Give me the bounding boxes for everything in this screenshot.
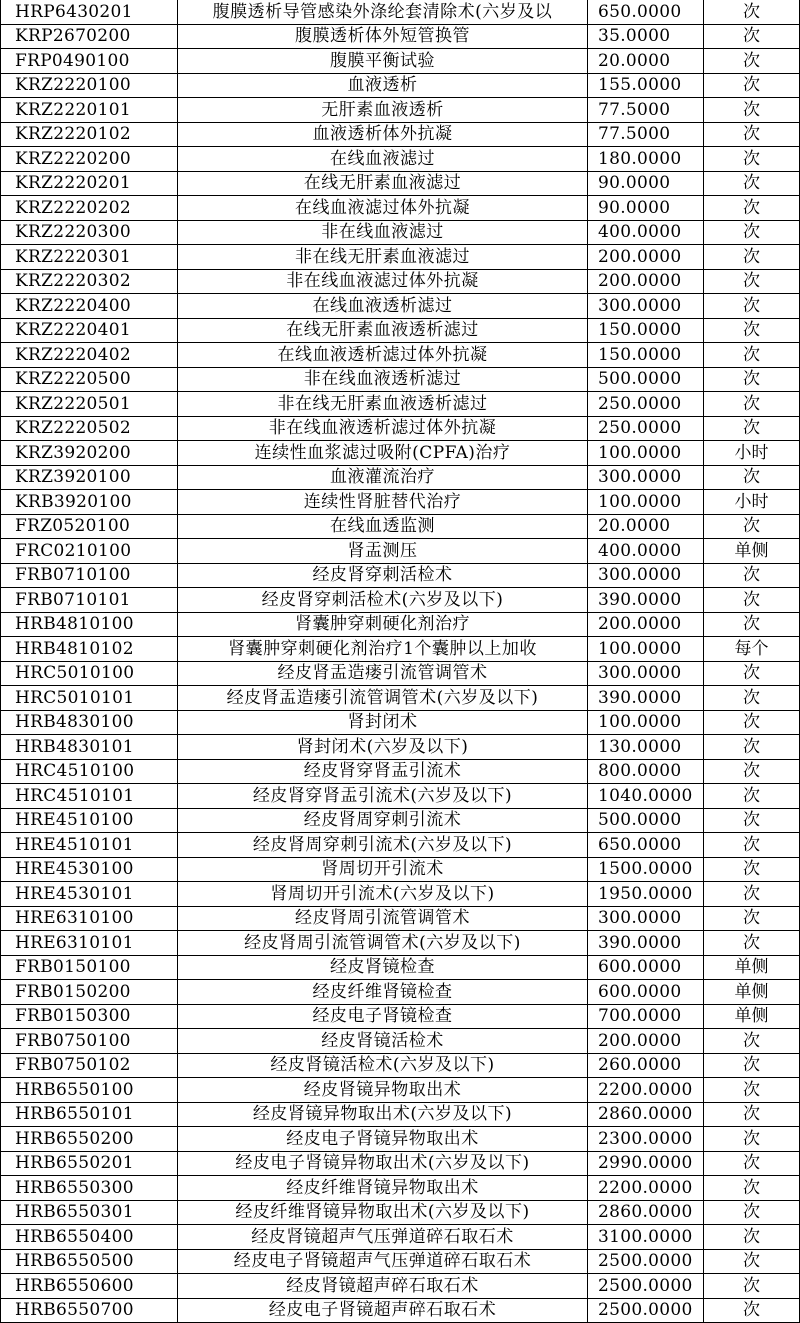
- item-code-cell: KRZ2220400: [1, 294, 178, 319]
- item-price-cell: 2200.0000: [588, 1176, 704, 1201]
- item-price-cell: 2990.0000: [588, 1151, 704, 1176]
- item-name-cell: 经皮肾周穿刺引流术: [178, 808, 588, 833]
- item-code-cell: HRE4510101: [1, 833, 178, 858]
- item-price-cell: 77.5000: [588, 122, 704, 147]
- item-code-cell: KRZ2220301: [1, 245, 178, 270]
- table-row: [1, 710, 800, 735]
- item-price-cell: 200.0000: [588, 269, 704, 294]
- table-row: [1, 294, 800, 319]
- item-unit-cell: 次: [704, 147, 800, 172]
- item-name-cell: 在线血液透析滤过: [178, 294, 588, 319]
- item-price-cell: 100.0000: [588, 710, 704, 735]
- item-name-cell: 在线血液透析滤过体外抗凝: [178, 343, 588, 368]
- item-name-cell: 连续性血浆滤过吸附(CPFA)治疗: [178, 441, 588, 466]
- item-price-cell: 600.0000: [588, 955, 704, 980]
- item-name-cell: 在线血液滤过: [178, 147, 588, 172]
- table-row: [1, 1249, 800, 1274]
- item-name-cell: 经皮肾周引流管调管术(六岁及以下): [178, 931, 588, 956]
- item-price-cell: 3100.0000: [588, 1225, 704, 1250]
- item-unit-cell: 次: [704, 833, 800, 858]
- item-name-cell: 非在线血液滤过体外抗凝: [178, 269, 588, 294]
- item-unit-cell: 次: [704, 759, 800, 784]
- item-code-cell: HRB4810102: [1, 637, 178, 662]
- item-unit-cell: 次: [704, 49, 800, 74]
- item-price-cell: 250.0000: [588, 416, 704, 441]
- table-row: [1, 759, 800, 784]
- item-name-cell: 经皮肾穿肾盂引流术: [178, 759, 588, 784]
- table-row: [1, 416, 800, 441]
- table-row: [1, 98, 800, 123]
- item-price-cell: 90.0000: [588, 171, 704, 196]
- item-code-cell: HRE4530100: [1, 857, 178, 882]
- table-row: [1, 1274, 800, 1299]
- item-code-cell: HRB6550700: [1, 1298, 178, 1323]
- table-row: [1, 539, 800, 564]
- item-name-cell: 经皮肾镜超声气压弹道碎石取石术: [178, 1225, 588, 1250]
- item-name-cell: 经皮纤维肾镜异物取出术(六岁及以下): [178, 1200, 588, 1225]
- table-row: [1, 220, 800, 245]
- item-price-cell: 100.0000: [588, 490, 704, 515]
- item-code-cell: FRB0710100: [1, 563, 178, 588]
- item-price-cell: 150.0000: [588, 343, 704, 368]
- table-row: [1, 661, 800, 686]
- item-price-cell: 2300.0000: [588, 1127, 704, 1152]
- table-row: [1, 343, 800, 368]
- item-code-cell: FRC0210100: [1, 539, 178, 564]
- table-row: [1, 980, 800, 1005]
- item-name-cell: 经皮电子肾镜异物取出术: [178, 1127, 588, 1152]
- item-name-cell: 无肝素血液透析: [178, 98, 588, 123]
- item-price-cell: 180.0000: [588, 147, 704, 172]
- table-row: [1, 833, 800, 858]
- item-name-cell: 在线无肝素血液透析滤过: [178, 318, 588, 343]
- item-name-cell: 经皮纤维肾镜异物取出术: [178, 1176, 588, 1201]
- table-row: [1, 906, 800, 931]
- table-row: [1, 563, 800, 588]
- item-code-cell: HRB4830101: [1, 735, 178, 760]
- item-unit-cell: 次: [704, 661, 800, 686]
- table-row: [1, 612, 800, 637]
- item-unit-cell: 次: [704, 392, 800, 417]
- item-unit-cell: 次: [704, 367, 800, 392]
- item-name-cell: 非在线无肝素血液透析滤过: [178, 392, 588, 417]
- item-code-cell: KRZ2220502: [1, 416, 178, 441]
- table-row: [1, 931, 800, 956]
- item-name-cell: 肾盂测压: [178, 539, 588, 564]
- item-name-cell: 血液透析: [178, 73, 588, 98]
- item-name-cell: 在线无肝素血液滤过: [178, 171, 588, 196]
- item-unit-cell: 次: [704, 931, 800, 956]
- item-name-cell: 经皮肾穿刺活检术: [178, 563, 588, 588]
- item-price-cell: 600.0000: [588, 980, 704, 1005]
- item-code-cell: HRB6550400: [1, 1225, 178, 1250]
- item-price-cell: 200.0000: [588, 245, 704, 270]
- item-code-cell: KRZ2220101: [1, 98, 178, 123]
- item-unit-cell: 次: [704, 1225, 800, 1250]
- item-price-cell: 150.0000: [588, 318, 704, 343]
- item-name-cell: 经皮纤维肾镜检查: [178, 980, 588, 1005]
- item-code-cell: HRB6550100: [1, 1078, 178, 1103]
- item-code-cell: HRE6310101: [1, 931, 178, 956]
- item-price-cell: 300.0000: [588, 906, 704, 931]
- table-row: [1, 514, 800, 539]
- item-unit-cell: 小时: [704, 490, 800, 515]
- item-code-cell: FRB0750100: [1, 1029, 178, 1054]
- item-price-cell: 400.0000: [588, 220, 704, 245]
- item-price-cell: 130.0000: [588, 735, 704, 760]
- item-price-cell: 35.0000: [588, 24, 704, 49]
- table-row: [1, 735, 800, 760]
- item-code-cell: FRB0710101: [1, 588, 178, 613]
- item-code-cell: HRB6550200: [1, 1127, 178, 1152]
- item-unit-cell: 次: [704, 24, 800, 49]
- item-code-cell: HRE4530101: [1, 882, 178, 907]
- item-price-cell: 200.0000: [588, 1029, 704, 1054]
- item-unit-cell: 次: [704, 220, 800, 245]
- item-price-cell: 500.0000: [588, 367, 704, 392]
- item-unit-cell: 次: [704, 808, 800, 833]
- item-code-cell: FRB0150100: [1, 955, 178, 980]
- item-code-cell: FRB0150200: [1, 980, 178, 1005]
- item-price-cell: 155.0000: [588, 73, 704, 98]
- item-price-cell: 1950.0000: [588, 882, 704, 907]
- table-row: [1, 784, 800, 809]
- item-code-cell: FRZ0520100: [1, 514, 178, 539]
- table-row: [1, 857, 800, 882]
- item-name-cell: 肾周切开引流术: [178, 857, 588, 882]
- item-unit-cell: 次: [704, 1298, 800, 1323]
- table-row: [1, 367, 800, 392]
- item-unit-cell: 次: [704, 0, 800, 24]
- item-unit-cell: 次: [704, 1274, 800, 1299]
- item-unit-cell: 次: [704, 465, 800, 490]
- item-name-cell: 在线血液滤过体外抗凝: [178, 196, 588, 221]
- item-price-cell: 77.5000: [588, 98, 704, 123]
- item-name-cell: 经皮肾穿肾盂引流术(六岁及以下): [178, 784, 588, 809]
- item-unit-cell: 次: [704, 882, 800, 907]
- item-code-cell: FRB0750102: [1, 1053, 178, 1078]
- item-name-cell: 经皮肾盂造瘘引流管调管术: [178, 661, 588, 686]
- table-row: [1, 122, 800, 147]
- item-unit-cell: 次: [704, 269, 800, 294]
- item-unit-cell: 小时: [704, 441, 800, 466]
- item-price-cell: 650.0000: [588, 0, 704, 24]
- item-unit-cell: 单侧: [704, 539, 800, 564]
- item-code-cell: KRZ3920200: [1, 441, 178, 466]
- item-code-cell: HRC5010100: [1, 661, 178, 686]
- item-name-cell: 腹膜透析导管感染外涤纶套清除术(六岁及以: [178, 0, 588, 24]
- item-name-cell: 经皮肾盂造瘘引流管调管术(六岁及以下): [178, 686, 588, 711]
- table-row: [1, 196, 800, 221]
- item-name-cell: 腹膜平衡试验: [178, 49, 588, 74]
- item-code-cell: KRZ2220401: [1, 318, 178, 343]
- item-code-cell: KRZ2220201: [1, 171, 178, 196]
- item-price-cell: 100.0000: [588, 637, 704, 662]
- item-price-cell: 390.0000: [588, 931, 704, 956]
- item-price-cell: 400.0000: [588, 539, 704, 564]
- item-unit-cell: 次: [704, 906, 800, 931]
- table-row: [1, 1127, 800, 1152]
- item-name-cell: 经皮电子肾镜检查: [178, 1004, 588, 1029]
- item-price-cell: 2860.0000: [588, 1200, 704, 1225]
- item-code-cell: HRE4510100: [1, 808, 178, 833]
- item-unit-cell: 次: [704, 1053, 800, 1078]
- table-row: [1, 245, 800, 270]
- item-unit-cell: 次: [704, 514, 800, 539]
- item-unit-cell: 次: [704, 343, 800, 368]
- item-price-cell: 300.0000: [588, 294, 704, 319]
- item-code-cell: HRB4830100: [1, 710, 178, 735]
- item-name-cell: 经皮肾镜超声碎石取石术: [178, 1274, 588, 1299]
- item-name-cell: 非在线血液透析滤过体外抗凝: [178, 416, 588, 441]
- item-price-cell: 90.0000: [588, 196, 704, 221]
- item-name-cell: 经皮肾周穿刺引流术(六岁及以下): [178, 833, 588, 858]
- item-price-cell: 200.0000: [588, 612, 704, 637]
- item-name-cell: 经皮肾镜异物取出术: [178, 1078, 588, 1103]
- item-unit-cell: 次: [704, 1102, 800, 1127]
- item-name-cell: 腹膜透析体外短管换管: [178, 24, 588, 49]
- item-name-cell: 连续性肾脏替代治疗: [178, 490, 588, 515]
- table-row: [1, 49, 800, 74]
- item-price-cell: 100.0000: [588, 441, 704, 466]
- table-row: [1, 1102, 800, 1127]
- table-row: [1, 147, 800, 172]
- item-price-cell: 390.0000: [588, 588, 704, 613]
- table-row: [1, 269, 800, 294]
- table-row: [1, 882, 800, 907]
- item-code-cell: HRB4810100: [1, 612, 178, 637]
- item-price-cell: 1500.0000: [588, 857, 704, 882]
- item-code-cell: HRB6550301: [1, 1200, 178, 1225]
- item-unit-cell: 次: [704, 710, 800, 735]
- item-unit-cell: 次: [704, 1200, 800, 1225]
- item-price-cell: 250.0000: [588, 392, 704, 417]
- item-code-cell: KRZ2220202: [1, 196, 178, 221]
- table-row: [1, 171, 800, 196]
- item-unit-cell: 次: [704, 588, 800, 613]
- item-unit-cell: 单侧: [704, 955, 800, 980]
- item-code-cell: KRZ3920100: [1, 465, 178, 490]
- item-code-cell: HRB6550201: [1, 1151, 178, 1176]
- item-code-cell: FRP0490100: [1, 49, 178, 74]
- item-price-cell: 2500.0000: [588, 1298, 704, 1323]
- table-row: [1, 1029, 800, 1054]
- item-code-cell: HRP6430201: [1, 0, 178, 24]
- table-row: [1, 318, 800, 343]
- item-code-cell: KRZ2220302: [1, 269, 178, 294]
- item-name-cell: 非在线血液滤过: [178, 220, 588, 245]
- item-unit-cell: 次: [704, 416, 800, 441]
- item-unit-cell: 次: [704, 196, 800, 221]
- table-row: [1, 1053, 800, 1078]
- table-row: [1, 1176, 800, 1201]
- item-name-cell: 血液透析体外抗凝: [178, 122, 588, 147]
- item-code-cell: HRB6550300: [1, 1176, 178, 1201]
- item-unit-cell: 单侧: [704, 980, 800, 1005]
- item-code-cell: KRZ2220402: [1, 343, 178, 368]
- table-row: [1, 808, 800, 833]
- table-row: [1, 441, 800, 466]
- item-name-cell: 非在线无肝素血液滤过: [178, 245, 588, 270]
- table-row: [1, 1151, 800, 1176]
- item-unit-cell: 次: [704, 784, 800, 809]
- table-row: [1, 1078, 800, 1103]
- item-price-cell: 300.0000: [588, 465, 704, 490]
- item-name-cell: 肾封闭术(六岁及以下): [178, 735, 588, 760]
- table-row: [1, 0, 800, 24]
- item-code-cell: FRB0150300: [1, 1004, 178, 1029]
- item-unit-cell: 次: [704, 1078, 800, 1103]
- item-name-cell: 经皮电子肾镜异物取出术(六岁及以下): [178, 1151, 588, 1176]
- item-unit-cell: 次: [704, 1151, 800, 1176]
- item-name-cell: 肾囊肿穿刺硬化剂治疗: [178, 612, 588, 637]
- item-price-cell: 2500.0000: [588, 1249, 704, 1274]
- item-unit-cell: 次: [704, 122, 800, 147]
- item-unit-cell: 次: [704, 294, 800, 319]
- item-price-cell: 20.0000: [588, 49, 704, 74]
- item-unit-cell: 每个: [704, 637, 800, 662]
- item-code-cell: HRB6550600: [1, 1274, 178, 1299]
- item-name-cell: 肾周切开引流术(六岁及以下): [178, 882, 588, 907]
- item-name-cell: 肾封闭术: [178, 710, 588, 735]
- item-unit-cell: 次: [704, 563, 800, 588]
- item-name-cell: 经皮肾镜活检术(六岁及以下): [178, 1053, 588, 1078]
- item-code-cell: KRZ2220200: [1, 147, 178, 172]
- item-price-cell: 1040.0000: [588, 784, 704, 809]
- item-name-cell: 在线血透监测: [178, 514, 588, 539]
- table-row: [1, 1200, 800, 1225]
- item-name-cell: 经皮肾镜检查: [178, 955, 588, 980]
- item-unit-cell: 次: [704, 1029, 800, 1054]
- item-name-cell: 经皮肾镜异物取出术(六岁及以下): [178, 1102, 588, 1127]
- item-code-cell: KRB3920100: [1, 490, 178, 515]
- item-code-cell: KRZ2220500: [1, 367, 178, 392]
- table-row: [1, 588, 800, 613]
- item-unit-cell: 单侧: [704, 1004, 800, 1029]
- item-price-cell: 390.0000: [588, 686, 704, 711]
- item-unit-cell: 次: [704, 1249, 800, 1274]
- item-code-cell: HRC4510100: [1, 759, 178, 784]
- item-name-cell: 经皮肾穿刺活检术(六岁及以下): [178, 588, 588, 613]
- item-code-cell: HRC5010101: [1, 686, 178, 711]
- item-unit-cell: 次: [704, 318, 800, 343]
- item-unit-cell: 次: [704, 245, 800, 270]
- item-code-cell: KRP2670200: [1, 24, 178, 49]
- item-price-cell: 20.0000: [588, 514, 704, 539]
- table-row: [1, 73, 800, 98]
- item-code-cell: KRZ2220100: [1, 73, 178, 98]
- item-price-cell: 300.0000: [588, 661, 704, 686]
- item-price-cell: 2500.0000: [588, 1274, 704, 1299]
- item-name-cell: 肾囊肿穿刺硬化剂治疗1个囊肿以上加收: [178, 637, 588, 662]
- item-code-cell: HRB6550101: [1, 1102, 178, 1127]
- item-price-cell: 2200.0000: [588, 1078, 704, 1103]
- item-price-cell: 800.0000: [588, 759, 704, 784]
- table-row: [1, 24, 800, 49]
- table-row: [1, 1004, 800, 1029]
- table-row: [1, 465, 800, 490]
- item-unit-cell: 次: [704, 686, 800, 711]
- table-row: [1, 1225, 800, 1250]
- item-unit-cell: 次: [704, 1127, 800, 1152]
- item-unit-cell: 次: [704, 735, 800, 760]
- item-code-cell: HRE6310100: [1, 906, 178, 931]
- item-unit-cell: 次: [704, 1176, 800, 1201]
- table-row: [1, 955, 800, 980]
- item-name-cell: 经皮肾周引流管调管术: [178, 906, 588, 931]
- item-name-cell: 经皮肾镜活检术: [178, 1029, 588, 1054]
- table-row: [1, 637, 800, 662]
- item-unit-cell: 次: [704, 73, 800, 98]
- item-name-cell: 非在线血液透析滤过: [178, 367, 588, 392]
- item-code-cell: HRB6550500: [1, 1249, 178, 1274]
- item-unit-cell: 次: [704, 98, 800, 123]
- item-price-cell: 260.0000: [588, 1053, 704, 1078]
- item-name-cell: 经皮电子肾镜超声气压弹道碎石取石术: [178, 1249, 588, 1274]
- item-price-cell: 700.0000: [588, 1004, 704, 1029]
- item-code-cell: KRZ2220501: [1, 392, 178, 417]
- item-unit-cell: 次: [704, 857, 800, 882]
- item-name-cell: 血液灌流治疗: [178, 465, 588, 490]
- table-row: [1, 686, 800, 711]
- item-price-cell: 500.0000: [588, 808, 704, 833]
- item-unit-cell: 次: [704, 171, 800, 196]
- item-price-cell: 300.0000: [588, 563, 704, 588]
- item-code-cell: KRZ2220102: [1, 122, 178, 147]
- item-code-cell: HRC4510101: [1, 784, 178, 809]
- item-unit-cell: 次: [704, 612, 800, 637]
- item-name-cell: 经皮电子肾镜超声碎石取石术: [178, 1298, 588, 1323]
- table-row: [1, 490, 800, 515]
- item-price-cell: 2860.0000: [588, 1102, 704, 1127]
- table-row: [1, 1298, 800, 1323]
- table-row: [1, 392, 800, 417]
- table-body: [1, 0, 800, 1323]
- item-code-cell: KRZ2220300: [1, 220, 178, 245]
- item-price-cell: 650.0000: [588, 833, 704, 858]
